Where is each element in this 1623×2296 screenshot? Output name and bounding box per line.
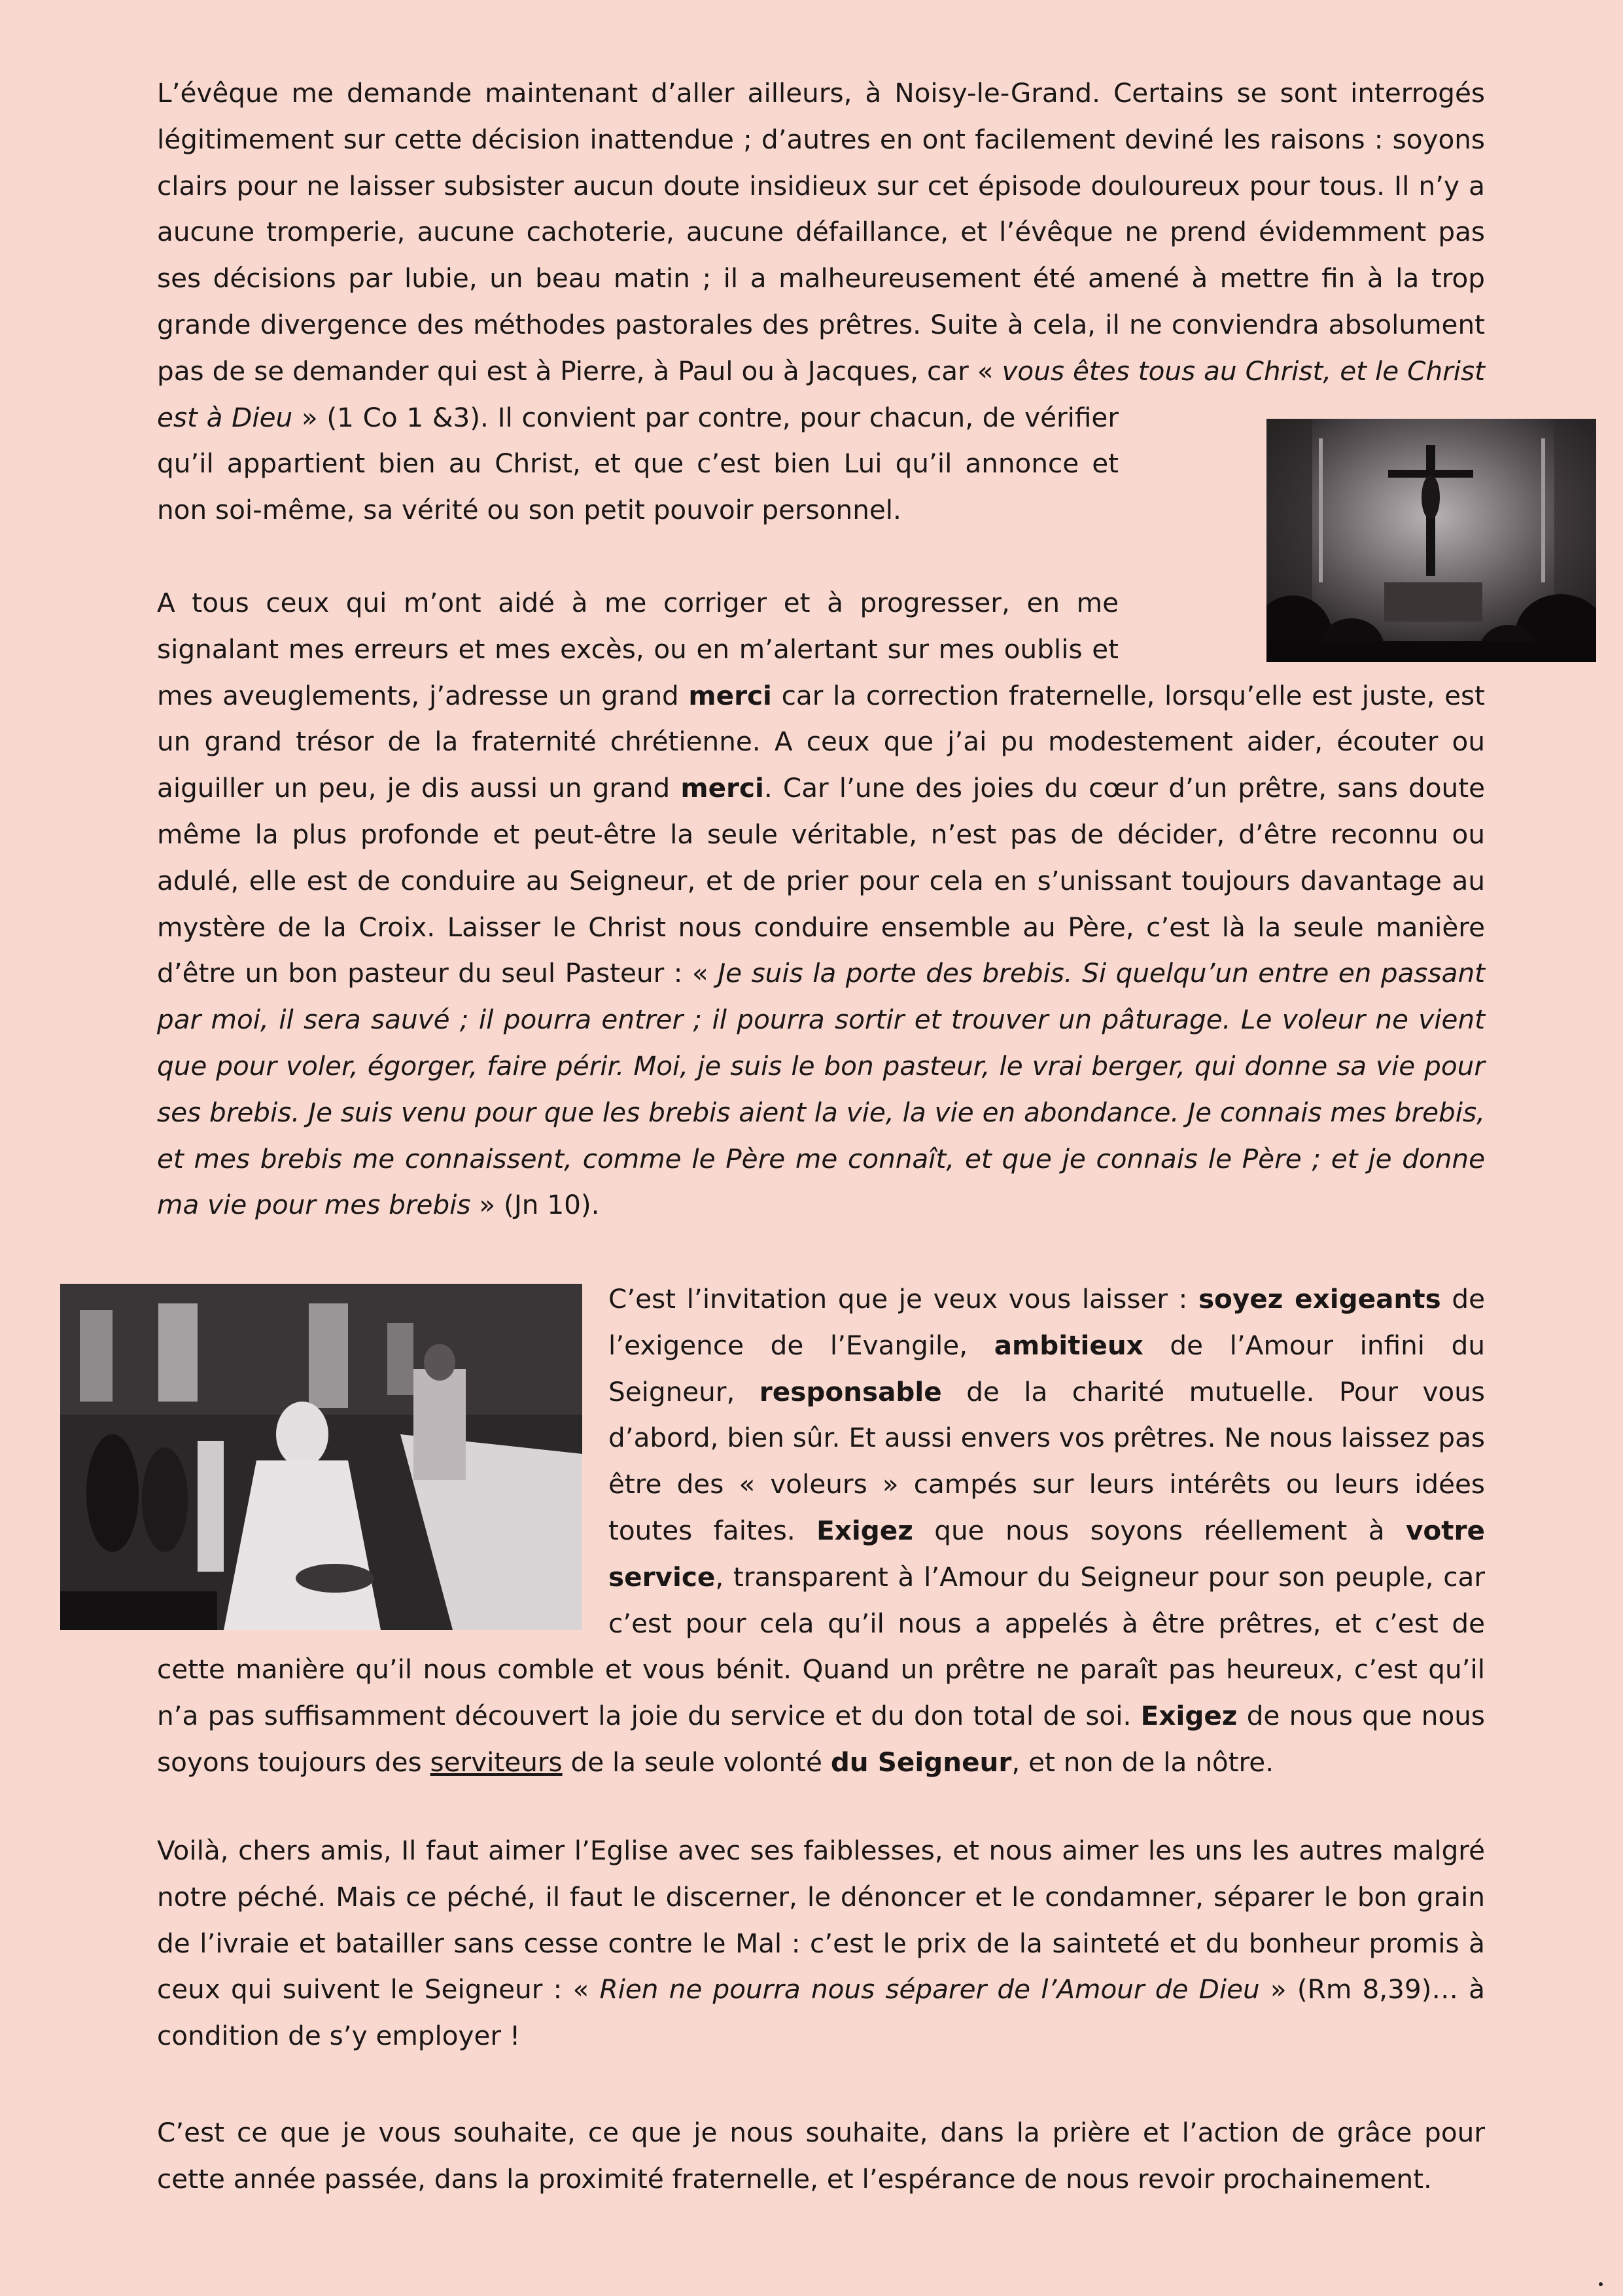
p3-underline-serviteurs: serviteurs <box>430 1746 563 1778</box>
p3-bold-responsable: responsable <box>759 1375 942 1407</box>
p2-part2: car la correction fraternelle, lorsqu’elle est juste, est un grand trésor de la fraternité chrétienne. A ceux que j’ai pu modestement aider, écouter ou aiguiller un peu, je dis aussi un grand <box>157 679 1485 804</box>
p3-bold-exigez-2: Exigez <box>1140 1700 1238 1732</box>
p3-a: C’est l’invitation que je veux vous laisser : <box>608 1283 1198 1315</box>
p3-bold-soyez-exigeants: soyez exigeants <box>1198 1283 1441 1315</box>
p2-reference: » (Jn 10). <box>470 1189 600 1221</box>
p2-scripture-quote: Je suis la porte des brebis. Si quelqu’un entre en passant par moi, il sera sauvé ; il pourra entrer ; il pourra sortir et trouver un pâturage. Le voleur ne vient que pour voler, égorger, faire périr. Moi, je suis le bon pasteur, le vrai berger, qui donne sa vie pour ses brebis. Je suis venu pour que les brebis aient la vie, la vie en abondance. Je connais mes brebis, et mes brebis me connaissent, comme le Père me connaît, et que je connais le Père ; et je donne ma vie pour mes brebis <box>157 957 1485 1221</box>
p2-bold-merci-1: merci <box>688 679 772 711</box>
p3-c: de l’exigence de l’Evangile, <box>608 1283 1485 1361</box>
p3-f: que nous soyons réellement à <box>913 1514 1406 1546</box>
p3-e: de la charité mutuelle. Pour vous d’abord, bien sûr. Et aussi envers vos prêtres. Ne nous laissez pas être des « voleurs » campés sur leurs intérêts ou leurs idées toutes faites. <box>608 1375 1485 1546</box>
p3-j: , et non de la nôtre. <box>1011 1746 1274 1778</box>
p4-reference: » (Rm 8,39)… à condition de s’y employer ! <box>157 1973 1485 2052</box>
p1-after-quote: » (1 Co 1 &3). Il convient par contre, pour chacun, de vérifier qu’il appartient bien au Christ, et que c’est bien Lui qu’il annonce et non soi-même, sa vérité ou son petit pouvoir personnel. <box>157 401 1119 526</box>
p5-text: C’est ce que je vous souhaite, ce que je nous souhaite, dans la prière et l’action de grâce pour cette année passée, dans la proximité fraternelle, et l’espérance de nous revoir prochainement. <box>157 2117 1485 2195</box>
p3-d: de l’Amour infini du Seigneur, <box>608 1329 1486 1407</box>
p1-quote: vous êtes tous au Christ, et le Christ est à Dieu <box>157 355 1485 433</box>
p3-bold-exigez-1: Exigez <box>816 1514 913 1546</box>
paragraph-5 <box>157 2110 1485 2202</box>
paragraph-4 <box>157 1828 1485 2059</box>
p3-h: de nous que nous soyons toujours des <box>157 1700 1485 1778</box>
margin-mark <box>1599 2282 1603 2286</box>
p4-text: Voilà, chers amis, Il faut aimer l’Eglise avec ses faiblesses, et nous aimer les uns les autres malgré notre péché. Mais ce péché, il faut le discerner, le dénoncer et le condamner, séparer le bon grain de l’ivraie et batailler sans cesse contre le Mal : c’est le prix de la sainteté et du bonheur promis à ceux qui suivent le Seigneur : « <box>157 1835 1485 2005</box>
p4-scripture-quote: Rien ne pourra nous séparer de l’Amour de Dieu <box>599 1973 1260 2005</box>
p3-bold-ambitieux: ambitieux <box>994 1329 1143 1361</box>
p2-part3: . Car l’une des joies du cœur d’un prêtre, sans doute même la plus profonde et peut-être la seule véritable, n’est pas de décider, d’être reconnu ou adulé, elle est de conduire au Seigneur, et de prier pour cela en s’unissant toujours davantage au mystère de la Croix. Laisser le Christ nous conduire ensemble au Père, c’est là la seule manière d’être un bon pasteur du seul Pasteur : « <box>157 772 1485 989</box>
p1-text: L’évêque me demande maintenant d’aller ailleurs, à Noisy-le-Grand. Certains se sont interrogés légitimement sur cette décision inattendue ; d’autres en ont facilement deviné les raisons : soyons clairs pour ne laisser subsister aucun doute insidieux sur cet épisode douloureux pour tous. Il n’y a aucune tromperie, aucune cachoterie, aucune défaillance, et l’évêque ne prend évidemment pas ses décisions par lubie, un beau matin ; il a malheureusement été amené à mettre fin à la trop grande divergence des méthodes pastorales des prêtres. Suite à cela, il ne conviendra absolument pas de se demander qui est à Pierre, à Paul ou à Jacques, car « <box>157 77 1485 387</box>
p3-g: , transparent à l’Amour du Seigneur pour son peuple, car c’est pour cela qu’il nous a appelés à être prêtres, et c’est de cette manière qu’il nous comble et vous bénit. Quand un prêtre ne paraît pas heureux, c’est qu’il n’a pas suffisamment découvert la joie du service et du don total de soi. <box>157 1561 1485 1732</box>
paragraph-3 <box>157 1276 1485 1786</box>
p2-part1: A tous ceux qui m’ont aidé à me corriger et à progresser, en me signalant mes erreurs et mes excès, ou en m’alertant sur mes oublis et mes aveuglements, j’adresse un grand <box>157 587 1119 711</box>
photo2-spacer <box>157 1276 608 1642</box>
paragraph-2 <box>157 580 1485 1228</box>
p3-bold-du-seigneur: du Seigneur <box>830 1746 1012 1778</box>
p3-i: de la seule volonté <box>562 1746 831 1778</box>
p3-bold-votre-service: votre service <box>608 1514 1485 1593</box>
p2-bold-merci-2: merci <box>680 772 764 804</box>
